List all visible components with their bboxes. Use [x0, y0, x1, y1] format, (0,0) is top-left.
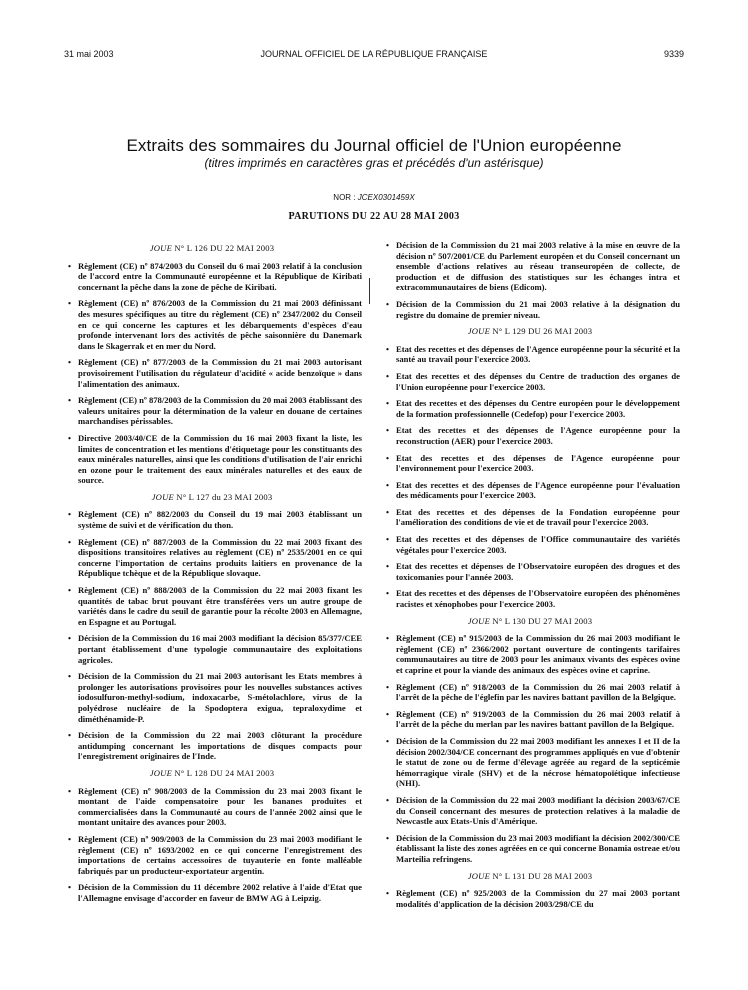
summary-entry: • Etat des recettes et des dépenses de la Fondation européenne pour l'amélioration des conditions de vie et de travail pour l'exercice 2003.: [380, 507, 680, 528]
page-subtitle: (titres imprimés en caractères gras et précédés d'un astérisque): [204, 156, 544, 170]
column-divider: [369, 278, 370, 304]
summary-entry: • Règlement (CE) nº 918/2003 de la Commission du 26 mai 2003 relatif à l'arrêt de la pêche de l'églefin par les navires battant pavillon de la Belgique.: [380, 682, 680, 703]
summary-entry: • Règlement (CE) nº 915/2003 de la Commission du 26 mai 2003 modifiant le règlement (CE) nº 2366/2002 portant ouverture de contingents tarifaires communautaires au titre de 2003 pour les animaux vivants des espèces ovine et caprine et pour la viande des animaux des espèces ovine et caprine.: [380, 633, 680, 675]
joue-label: JOUE: [467, 615, 491, 626]
right-column: [380, 240, 680, 915]
summary-entry: • Décision de la Commission du 22 mai 2003 clôturant la procédure antidumping concernant les importations de disques compacts pour l'enregistrement originaires de l'Inde.: [62, 730, 362, 762]
summary-entry: • Règlement (CE) nº 925/2003 de la Commission du 27 mai 2003 portant modalités d'application de la décision 2003/298/CE du: [380, 888, 680, 909]
summary-entry: • Décision de la Commission du 11 décembre 2002 relative à l'aide d'Etat que l'Allemagne envisage d'accorder en faveur de BMW AG à Leipzig.: [62, 882, 362, 903]
summary-entry: • Règlement (CE) nº 878/2003 de la Commission du 20 mai 2003 établissant des valeurs unitaires pour la détermination de la valeur en douane de certaines marchandises périssables.: [62, 395, 362, 427]
left-column: [62, 240, 362, 909]
summary-entry: • Décision de la Commission du 22 mai 2003 modifiant les annexes I et II de la décision 2002/304/CE concernant des programmes appliqués en vue d'obtenir le statut de zone ou de ferme d'élevage agréée au regard de la septicémie hémorragique virale (SHV) et de la nécrose hématopoïétique infectieuse (NHI).: [380, 736, 680, 789]
summary-entry: • Règlement (CE) nº 908/2003 de la Commission du 23 mai 2003 fixant le montant de l'aide compensatoire pour les bananes produites et commercialisées dans la Communauté au cours de l'année 2002 ainsi que le montant unitaire des avances pour 2003.: [62, 786, 362, 828]
summary-entry: • Règlement (CE) nº 882/2003 du Conseil du 19 mai 2003 établissant un système de suivi et de vérification du thon.: [62, 509, 362, 530]
summary-entry: • Etat des recettes et dépenses de l'Observatoire européen des drogues et des toxicomanies pour l'année 2003.: [380, 561, 680, 582]
joue-issue-number: N° L 129 DU 26 MAI 2003: [490, 326, 593, 337]
summary-entry: • Règlement (CE) nº 876/2003 de la Commission du 21 mai 2003 définissant des mesures spécifiques au titre du règlement (CE) nº 2347/2002 du Conseil en ce qui concerne les captures et les débarquements d'espèces d'eau profonde intervenant lors des activités de pêche saisonnière du Danemark dans le Skagerrak et en mer du Nord.: [62, 298, 362, 351]
summary-entry: • Décision de la Commission du 21 mai 2003 autorisant les Etats membres à prolonger les autorisations provisoires pour les nouvelles substances actives iodosulfuron-methyl-sodium, indoxacarbe, S-métolachlore, virus de la polyédrose nucléaire de la Spodoptera exigua, tepraloxydime et diméthénamide-P.: [62, 671, 362, 724]
joue-label: JOUE: [467, 326, 491, 337]
summary-entry: • Décision de la Commission du 16 mai 2003 modifiant la décision 85/377/CEE portant établissement d'une typologie communautaire des exploitations agricoles.: [62, 633, 362, 665]
summary-entry: • Etat des recettes et des dépenses de l'Agence européenne pour la sécurité et la santé au travail pour l'exercice 2003.: [380, 344, 680, 365]
joue-issue-heading: [380, 616, 680, 627]
joue-label: JOUE: [467, 870, 491, 881]
header-journal: JOURNAL OFFICIEL DE LA RÉPUBLIQUE FRANÇAISE: [260, 49, 488, 59]
summary-entry: • Directive 2003/40/CE de la Commission du 16 mai 2003 fixant la liste, les limites de concentration et les mentions d'étiquetage pour les constituants des eaux minérales naturelles, ainsi que les conditions d'utilisation de l'air enrichi en ozone pour le traitement des eaux minérales naturelles et des eaux de source.: [62, 433, 362, 486]
summary-entry: • Règlement (CE) nº 874/2003 du Conseil du 6 mai 2003 relatif à la conclusion de l'accord entre la Communauté européenne et la République de Kiribati concernant la pêche dans la zone de pêche de Kiribati.: [62, 261, 362, 293]
header-date: 31 mai 2003: [64, 49, 114, 59]
joue-label: JOUE: [151, 491, 174, 502]
joue-issue-number: N° L 127 du 23 MAI 2003: [173, 491, 273, 502]
joue-issue-number: N° L 126 DU 22 MAI 2003: [172, 243, 275, 253]
nor-label: NOR :: [333, 193, 356, 202]
joue-issue-number: N° L 130 DU 27 MAI 2003: [490, 615, 593, 626]
summary-entry: • Etat des recettes et des dépenses de l'Office communautaire des variétés végétales pour l'exercice 2003.: [380, 534, 680, 555]
nor-reference: [0, 193, 748, 202]
joue-issue-number: N° L 128 DU 24 MAI 2003: [172, 767, 275, 778]
summary-entry: • Règlement (CE) nº 887/2003 de la Commission du 22 mai 2003 fixant des dispositions transitoires relatives au règlement (CE) nº 2535/2001 en ce qui concerne l'importation de certains produits laitiers en provenance de la République tchèque et de la République slovaque.: [62, 537, 362, 579]
summary-entry: • Règlement (CE) nº 888/2003 de la Commission du 22 mai 2003 fixant les quantités de tabac brut pouvant être transférées vers un autre groupe de variétés dans le cadre du seuil de garantie pour la récolte 2003 en Allemagne, en Espagne et au Portugal.: [62, 585, 362, 627]
joue-issue-heading: [62, 768, 362, 779]
joue-issue-number: N° L 131 DU 28 MAI 2003: [490, 870, 593, 881]
summary-entry: • Décision de la Commission du 22 mai 2003 modifiant la décision 2003/67/CE du Conseil concernant des mesures de protection relatives à la maladie de Newcastle aux Etats-Unis d'Amérique.: [380, 795, 680, 827]
summary-entry: • Etat des recettes et des dépenses du Centre européen pour le développement de la formation professionnelle (Cedefop) pour l'exercice 2003.: [380, 398, 680, 419]
joue-issue-heading: [380, 326, 680, 337]
summary-entry: • Etat des recettes et des dépenses du Centre de traduction des organes de l'Union européenne pour l'exercice 2003.: [380, 371, 680, 392]
summary-entry: • Règlement (CE) nº 877/2003 de la Commission du 21 mai 2003 autorisant provisoirement l'utilisation du régulateur d'acidité « acide benzoïque » dans l'alimentation des animaux.: [62, 357, 362, 389]
page-title: Extraits des sommaires du Journal officiel de l'Union européenne: [126, 136, 622, 155]
joue-issue-heading: [62, 243, 362, 254]
joue-label: JOUE: [149, 243, 173, 253]
parutions-heading: PARUTIONS DU 22 AU 28 MAI 2003: [288, 211, 460, 222]
joue-issue-heading: [62, 492, 362, 503]
joue-issue-heading: [380, 871, 680, 882]
summary-entry: • Règlement (CE) nº 919/2003 de la Commission du 26 mai 2003 relatif à l'arrêt de la pêche du merlan par les navires battant pavillon de la Belgique.: [380, 709, 680, 730]
running-header: [0, 49, 748, 63]
summary-entry: • Etat des recettes et des dépenses de l'Agence européenne pour l'environnement pour l'exercice 2003.: [380, 453, 680, 474]
summary-entry: • Décision de la Commission du 21 mai 2003 relative à la mise en œuvre de la décision nº 507/2001/CE du Parlement européen et du Conseil concernant un ensemble d'actions relatives au réseau transeuropéen de collecte, de production et de diffusion des statistiques sur les échanges intra et extracommunautaires de biens (Edicom).: [380, 240, 680, 293]
summary-entry: • Etat des recettes et des dépenses de l'Agence européenne pour l'évaluation des médicaments pour l'exercice 2003.: [380, 480, 680, 501]
summary-entry: • Décision de la Commission du 21 mai 2003 relative à la désignation du registre du domaine de premier niveau.: [380, 299, 680, 320]
nor-code: JCEX0301459X: [357, 193, 415, 202]
summary-entry: • Décision de la Commission du 23 mai 2003 modifiant la décision 2002/300/CE établissant la liste des zones agréées en ce qui concerne Bonamia ostreae et/ou Marteilia refringens.: [380, 833, 680, 865]
summary-entry: • Règlement (CE) nº 909/2003 de la Commission du 23 mai 2003 modifiant le règlement (CE) nº 1693/2002 en ce qui concerne l'enregistrement des importations de certains accessoires de tuyauterie en fonte malléable fabriqués par un producteur-exportateur argentin.: [62, 834, 362, 876]
summary-entry: • Etat des recettes et des dépenses de l'Observatoire européen des phénomènes racistes et xénophobes pour l'exercice 2003.: [380, 588, 680, 609]
joue-label: JOUE: [149, 767, 173, 778]
summary-entry: • Etat des recettes et des dépenses de l'Agence européenne pour la reconstruction (AER) pour l'exercice 2003.: [380, 425, 680, 446]
header-page-number: 9339: [663, 49, 684, 59]
